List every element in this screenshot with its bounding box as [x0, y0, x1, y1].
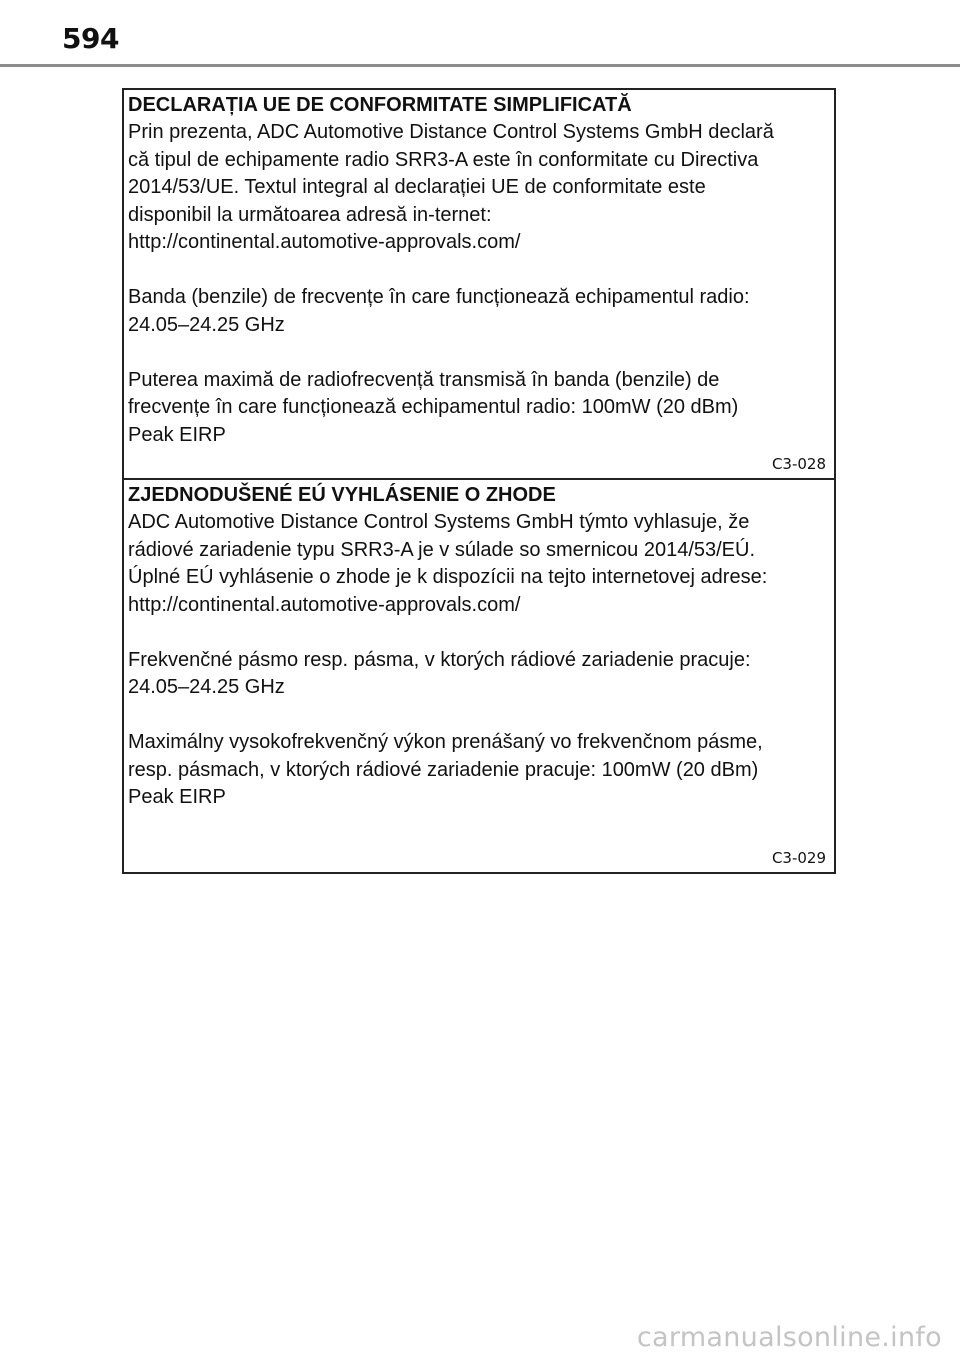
text-line: ADC Automotive Distance Control Systems GmbH týmto vyhlasuje, že: [128, 511, 750, 533]
slovak-frequency-paragraph: [128, 647, 829, 702]
text-line: frecvențe în care funcționează echipamentul radio: 100mW (20 dBm): [128, 396, 739, 418]
romanian-intro-paragraph: [128, 119, 829, 257]
romanian-frequency-paragraph: [128, 284, 829, 339]
text-line: că tipul de echipamente radio SRR3-A este în conformitate cu Directiva: [128, 148, 759, 171]
text-line: disponibil la următoarea adresă in-ternet:: [128, 203, 492, 226]
watermark-text: carmanualsonline.info: [636, 1322, 942, 1353]
text-line: Puterea maximă de radiofrecvență transmisă în banda (benzile) de: [128, 368, 720, 391]
frequency-value: 24.05–24.25 GHz: [128, 313, 285, 336]
declaration-url: http://continental.automotive-approvals.com/: [128, 231, 521, 253]
text-line: Prin prezenta, ADC Automotive Distance Control Systems GmbH declară: [128, 121, 774, 143]
slovak-power-paragraph: [128, 729, 829, 812]
header-divider: [0, 64, 960, 67]
romanian-declaration: [124, 90, 834, 480]
slovak-intro-paragraph: [128, 509, 829, 619]
text-line: Frekvenčné pásmo resp. pásma, v ktorých rádiové zariadenie pracuje:: [128, 648, 751, 671]
text-line: Peak EIRP: [128, 423, 226, 446]
slovak-declaration: [124, 480, 834, 872]
frequency-value: 24.05–24.25 GHz: [128, 676, 285, 698]
text-line: 2014/53/UE. Textul integral al declarației UE de conformitate este: [128, 176, 706, 198]
text-line: resp. pásmach, v ktorých rádiové zariadenie pracuje: 100mW (20 dBm): [128, 758, 759, 781]
romanian-declaration-title: DECLARAȚIA UE DE CONFORMITATE SIMPLIFICATĂ: [128, 94, 632, 116]
romanian-reference-code: C3-028: [771, 455, 826, 473]
slovak-reference-code: C3-029: [771, 849, 826, 867]
text-line: Maximálny vysokofrekvenčný výkon prenášaný vo frekvenčnom pásme,: [128, 731, 763, 753]
text-line: rádiové zariadenie typu SRR3-A je v súlade so smernicou 2014/53/EÚ.: [128, 538, 756, 561]
slovak-declaration-title: ZJEDNODUŠENÉ EÚ VYHLÁSENIE O ZHODE: [128, 484, 556, 506]
text-line: Banda (benzile) de frecvențe în care funcționează echipamentul radio:: [128, 286, 750, 308]
declaration-url: http://continental.automotive-approvals.com/: [128, 593, 521, 616]
text-line: Úplné EÚ vyhlásenie o zhode je k dispozícii na tejto internetovej adrese:: [128, 566, 768, 588]
page-number: 594: [62, 22, 119, 55]
declaration-box: [122, 88, 836, 874]
text-line: Peak EIRP: [128, 786, 226, 808]
romanian-power-paragraph: [128, 367, 829, 450]
